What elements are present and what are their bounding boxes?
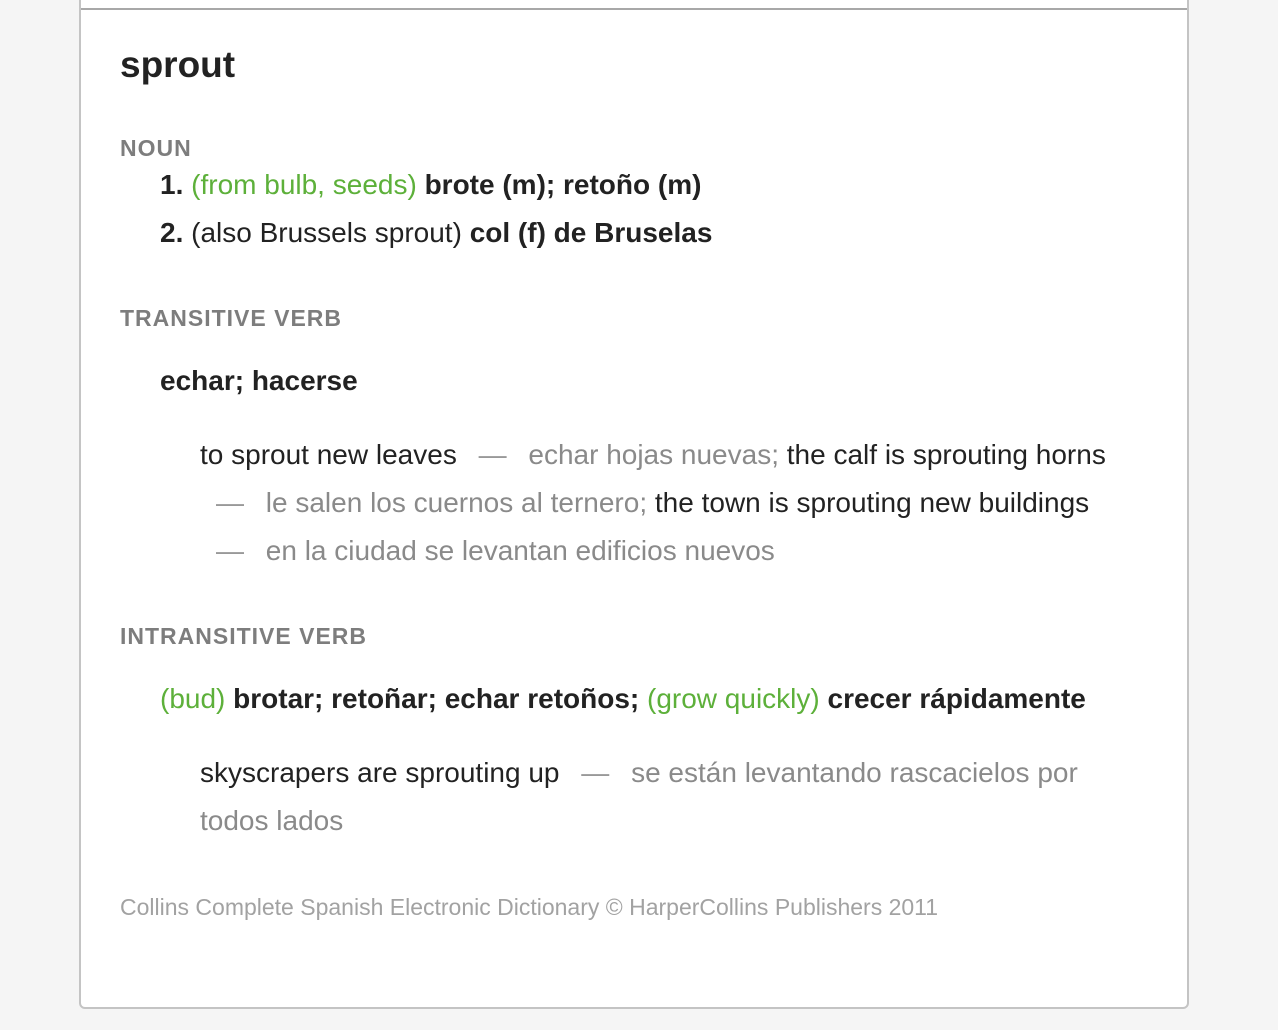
example-english: skyscrapers are sprouting up [200,757,560,788]
transitive-translation: echar; hacerse [160,365,358,396]
example-dash: — [581,757,610,788]
transitive-example-line-1 [200,439,1106,471]
top-divider [81,8,1187,10]
sense-number: 1. [160,169,184,200]
example-spanish: le salen los cuernos al ternero; [265,487,648,518]
pos-label-transitive: TRANSITIVE VERB [120,305,343,331]
noun-sense-2 [160,217,712,249]
noun-sense-1 [160,169,701,201]
example-dash: — [216,535,244,566]
example-spanish: en la ciudad se levantan edificios nuevos [265,535,775,566]
headword: sprout [120,44,236,85]
intransitive-example-line-2: todos lados [200,805,344,836]
sense-number: 2. [160,217,184,248]
sense-gloss: (grow quickly) [647,683,820,714]
sense-translation: crecer rápidamente [827,683,1086,714]
pos-label-noun: NOUN [120,135,192,161]
sense-gloss: (from bulb, seeds) [191,169,417,200]
example-dash: — [478,439,507,470]
sense-translation: col (f) de Bruselas [469,217,713,248]
sense-gloss: (bud) [160,683,226,714]
example-english: the town is sprouting new buildings [654,487,1090,518]
pos-label-intransitive: INTRANSITIVE VERB [120,623,368,649]
example-english: to sprout new leaves [200,439,457,470]
transitive-example-line-3 [216,535,775,567]
sense-note: (also Brussels sprout) [191,217,462,248]
dictionary-credit: Collins Complete Spanish Electronic Dictionary © HarperCollins Publishers 2011 [120,894,939,920]
sense-translation: brotar; retoñar; echar retoños; [233,683,640,714]
sense-translation: brote (m); retoño (m) [424,169,702,200]
example-spanish: echar hojas nuevas; [528,439,779,470]
example-dash: — [216,487,244,518]
example-english: the calf is sprouting horns [786,439,1106,470]
intransitive-example-line-1 [200,757,1078,789]
intransitive-translation [160,683,1086,715]
transitive-example-line-2 [216,487,1089,519]
example-spanish: se están levantando rascacielos por [631,757,1078,788]
dictionary-entry-card [79,0,1189,1009]
